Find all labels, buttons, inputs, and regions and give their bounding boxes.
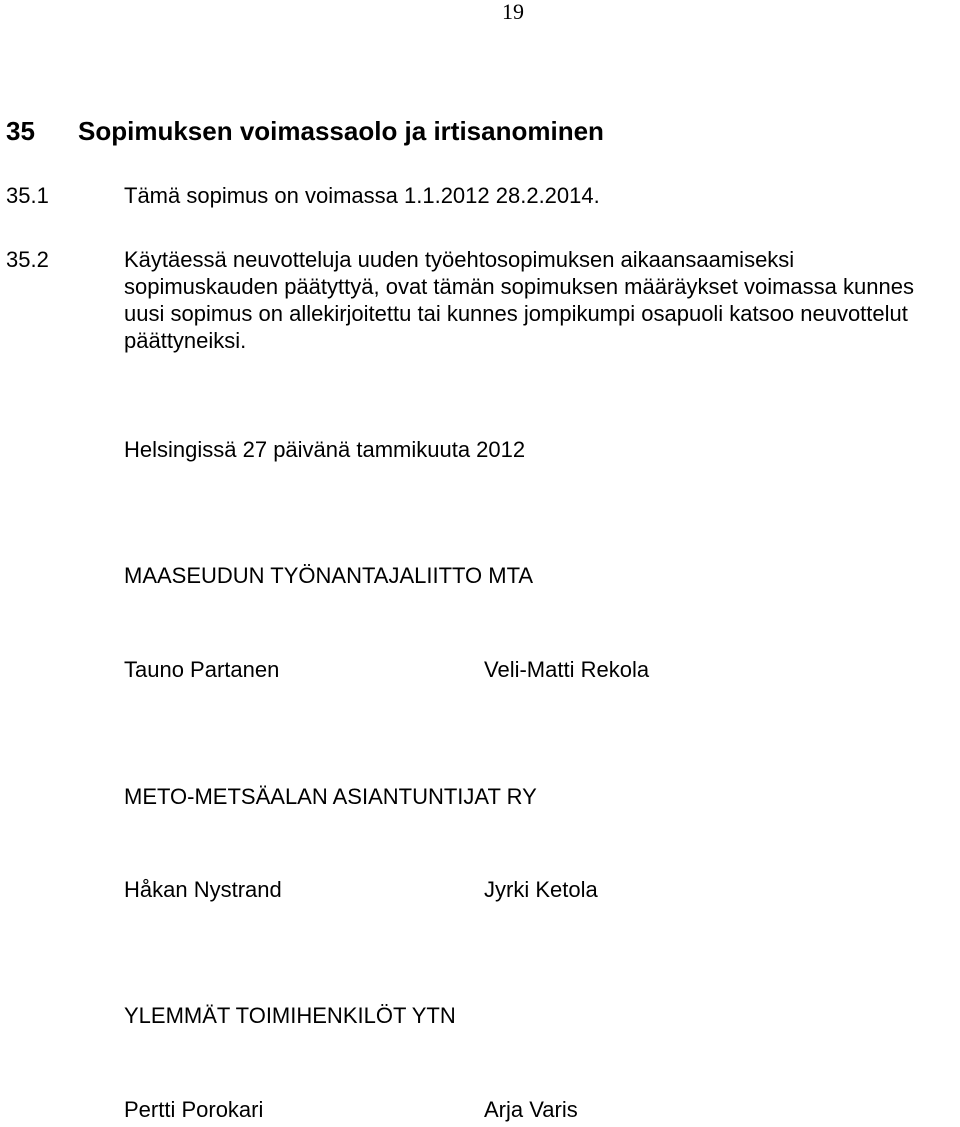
signer-name: Jyrki Ketola — [484, 877, 598, 902]
clause-number: 35.2 — [6, 247, 49, 272]
organization-meto: METO-METSÄALAN ASIANTUNTIJAT RY — [124, 784, 537, 809]
section-heading — [6, 114, 604, 148]
organization-mta: MAASEUDUN TYÖNANTAJALIITTO MTA — [124, 563, 534, 588]
signer-name: Håkan Nystrand — [124, 877, 282, 902]
section-number: 35 — [6, 116, 35, 146]
signer-name: Tauno Partanen — [124, 657, 280, 682]
page-number: 19 — [502, 0, 524, 24]
clause-35-1 — [6, 182, 956, 210]
clause-number: 35.1 — [6, 183, 49, 208]
signer-name: Veli-Matti Rekola — [484, 657, 650, 682]
clause-text: Tämä sopimus on voimassa 1.1.2012 28.2.2014. — [124, 183, 600, 208]
signer-name: Arja Varis — [484, 1097, 578, 1122]
clause-text: Käytäessä neuvotteluja uuden työehtosopimuksen aikaansaamiseksi sopimuskauden päätyttyä, ovat tämän sopimuksen määräykset voimassa kunnes uusi sopimus on allekirjoitettu tai kunnes jompikumpi osapuoli katsoo neuvottelut päättyneiksi. — [124, 247, 914, 353]
place-date: Helsingissä 27 päivänä tammikuuta 2012 — [124, 437, 526, 462]
organization-ytn: YLEMMÄT TOIMIHENKILÖT YTN — [124, 1003, 456, 1028]
signer-name: Pertti Porokari — [124, 1097, 264, 1122]
section-title: Sopimuksen voimassaolo ja irtisanominen — [78, 116, 604, 146]
clause-35-2 — [6, 246, 956, 366]
